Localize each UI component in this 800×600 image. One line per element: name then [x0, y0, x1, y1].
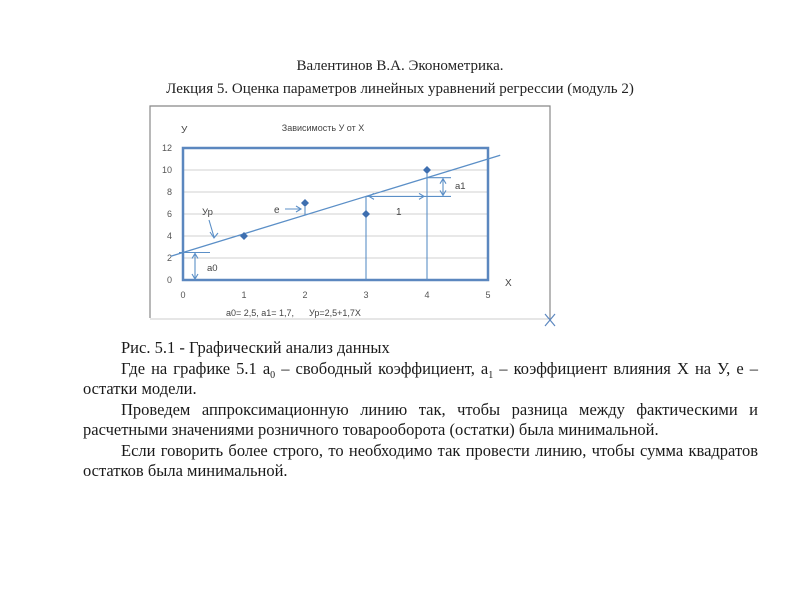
paragraph-definitions	[83, 359, 758, 400]
x-tick-label: 0	[180, 290, 186, 300]
annotation-e: е	[274, 205, 280, 216]
yp-pointer-arrow	[209, 220, 218, 238]
x-tick-label: 5	[485, 290, 491, 300]
y-tick-label: 6	[166, 209, 172, 219]
p1-end: – коэффициент влияния Х на У, е – остатки модели.	[83, 358, 758, 398]
annotation-a1: а1	[455, 181, 466, 192]
p1-sub-0: 0	[270, 369, 276, 381]
y-tick-label: 0	[166, 275, 172, 285]
a1-double-arrow	[440, 179, 446, 196]
chart-formula: а0= 2,5, а1= 1,7, Ур=2,5+1,7Х	[226, 308, 361, 318]
data-point	[362, 210, 370, 218]
x-tick-label: 4	[424, 290, 430, 300]
p1-sub-1: 1	[488, 369, 494, 381]
annotation-one: 1	[396, 207, 402, 218]
guide-lines	[179, 174, 451, 280]
body-text	[83, 338, 758, 482]
p1-mid: – свободный коэффициент, a	[275, 358, 489, 378]
y-tick-label: 4	[166, 231, 172, 241]
x-tick-labels	[180, 290, 490, 300]
annotation-yp: Ур	[202, 207, 213, 218]
y-tick-label: 12	[161, 143, 172, 153]
chart-title: Зависимость У от Х	[281, 123, 365, 133]
y-tick-label: 2	[166, 253, 172, 263]
data-points	[240, 166, 431, 240]
figure-caption: Рис. 5.1 - Графический анализ данных	[121, 338, 390, 357]
x-tick-label: 2	[302, 290, 308, 300]
x-tick-label: 3	[363, 290, 369, 300]
y-tick-label: 8	[166, 187, 172, 197]
header-lecture-title: Лекция 5. Оценка параметров линейных уравнений регрессии (модуль 2)	[166, 81, 634, 97]
annotation-a0: а0	[207, 263, 218, 274]
x-axis-label: Х	[505, 278, 512, 289]
paragraph-least-squares: Если говорить более строго, то необходимо так провести линию, чтобы сумма квадратов остатков была минимальной.	[83, 440, 758, 480]
a0-double-arrow	[192, 254, 198, 280]
data-point	[423, 166, 431, 174]
x-tick-label: 1	[241, 290, 247, 300]
p1-start: Где на графике 5.1 a	[121, 358, 271, 378]
y-tick-labels	[162, 143, 172, 285]
data-point	[301, 199, 309, 207]
annotations	[192, 179, 446, 279]
paragraph-approximation: Проведем аппроксимационную линию так, чтобы разница между фактическими и расчетными значениями розничного товарооборота (остатки) была минимальной.	[83, 399, 758, 439]
y-tick-label: 10	[161, 165, 172, 175]
e-pointer-arrow	[285, 206, 301, 212]
grid-lines	[183, 170, 488, 258]
header-author-line: Валентинов В.А. Эконометрика.	[296, 58, 504, 74]
y-axis-label: У	[181, 125, 188, 136]
